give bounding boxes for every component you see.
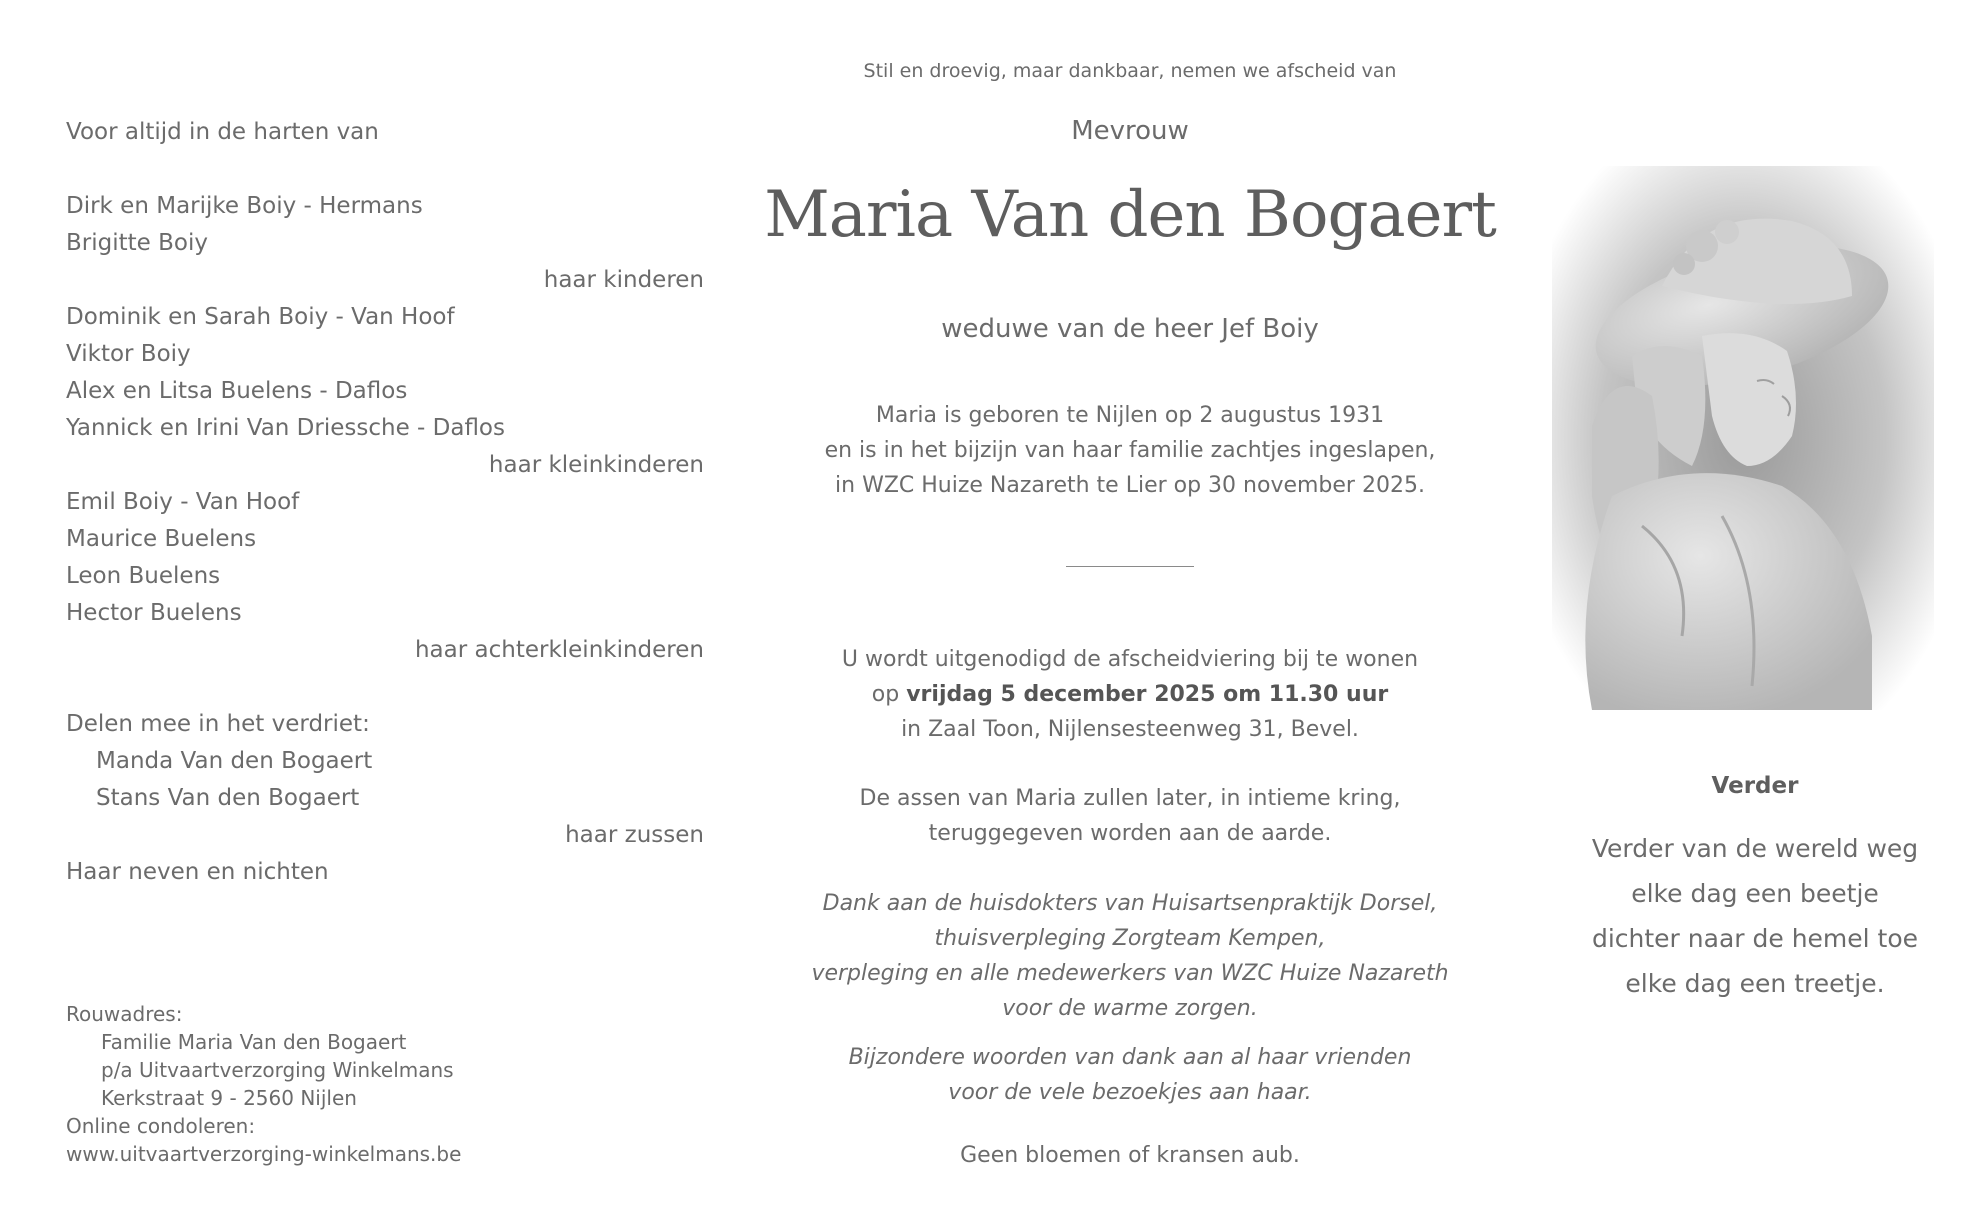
honorific: Mevrouw <box>1071 116 1189 146</box>
family-member: Manda Van den Bogaert <box>96 748 373 774</box>
statue-photo <box>1552 166 1934 710</box>
invite-line: U wordt uitgenodigd de afscheidviering bij te wonen <box>841 647 1419 672</box>
family-member: Stans Van den Bogaert <box>96 785 360 811</box>
family-member: Emil Boiy - Van Hoof <box>66 489 300 515</box>
ashes-line: De assen van Maria zullen later, in intieme kring, <box>859 786 1401 811</box>
thanks-line: Bijzondere woorden van dank aan al haar vrienden <box>848 1045 1412 1070</box>
widow-text: weduwe van de heer Jef Boiy <box>941 314 1319 344</box>
invitation <box>760 642 1500 747</box>
ashes-text <box>760 781 1500 851</box>
relation-label: haar kinderen <box>543 267 704 293</box>
address-line: Familie Maria Van den Bogaert <box>101 1030 407 1054</box>
family-member: Hector Buelens <box>66 600 242 626</box>
deceased-name: Maria Van den Bogaert <box>764 178 1496 252</box>
service-datetime: vrijdag 5 december 2025 om 11.30 uur <box>906 682 1389 707</box>
relation-label: haar kleinkinderen <box>488 452 704 478</box>
share-heading: Delen mee in het verdriet: <box>66 711 370 737</box>
address-line: p/a Uitvaartverzorging Winkelmans <box>101 1058 454 1082</box>
bio-line: in WZC Huize Nazareth te Lier op 30 november 2025. <box>835 473 1425 498</box>
divider <box>1066 566 1194 567</box>
address-label: Rouwadres: <box>66 1002 183 1026</box>
relation-label: haar achterkleinkinderen <box>414 637 704 663</box>
address-line: Kerkstraat 9 - 2560 Nijlen <box>101 1086 357 1110</box>
family-member: Haar neven en nichten <box>66 859 329 885</box>
family-member: Leon Buelens <box>66 563 221 589</box>
bio-line: Maria is geboren te Nijlen op 2 augustus 1931 <box>875 403 1385 428</box>
family-member: Brigitte Boiy <box>66 230 208 256</box>
poem-line: Verder van de wereld weg <box>1591 834 1919 863</box>
family-member: Dirk en Marijke Boiy - Hermans <box>66 193 423 219</box>
mourning-address <box>66 1000 461 1168</box>
special-thanks <box>760 1040 1500 1110</box>
intro-text: Stil en droevig, maar dankbaar, nemen we afscheid van <box>863 60 1397 82</box>
family-heading: Voor altijd in de harten van <box>66 119 379 145</box>
invite-line: op vrijdag 5 december 2025 om 11.30 uur <box>871 682 1389 707</box>
invite-line: in Zaal Toon, Nijlensesteenweg 31, Bevel. <box>901 717 1359 742</box>
family-member: Maurice Buelens <box>66 526 257 552</box>
no-flowers-note: Geen bloemen of kransen aub. <box>960 1143 1300 1168</box>
poem-title: Verder <box>1711 773 1799 799</box>
poem-line: elke dag een treetje. <box>1625 969 1885 998</box>
ashes-line: teruggegeven worden aan de aarde. <box>928 821 1332 846</box>
thanks-line: verpleging en alle medewerkers van WZC Huize Nazareth <box>811 961 1449 986</box>
family-member: Yannick en Irini Van Driessche - Daflos <box>66 415 505 441</box>
thanks-line: voor de warme zorgen. <box>1002 996 1258 1021</box>
bio-line: en is in het bijzijn van haar familie zachtjes ingeslapen, <box>824 438 1436 463</box>
poem-line: elke dag een beetje <box>1631 879 1879 908</box>
thanks-line: thuisverpleging Zorgteam Kempen, <box>934 926 1326 951</box>
biography <box>760 398 1500 503</box>
online-label: Online condoleren: <box>66 1114 256 1138</box>
website-link[interactable]: www.uitvaartverzorging-winkelmans.be <box>66 1142 462 1166</box>
family-member: Viktor Boiy <box>66 341 191 367</box>
thanks-line: Dank aan de huisdokters van Huisartsenpraktijk Dorsel, <box>822 891 1438 916</box>
poem-line: dichter naar de hemel toe <box>1591 924 1919 953</box>
thanks-text <box>760 886 1500 1026</box>
family-member: Alex en Litsa Buelens - Daflos <box>66 378 408 404</box>
family-list <box>66 114 704 891</box>
family-member: Dominik en Sarah Boiy - Van Hoof <box>66 304 455 330</box>
thanks-line: voor de vele bezoekjes aan haar. <box>948 1080 1312 1105</box>
relation-label: haar zussen <box>565 822 704 848</box>
poem <box>1560 826 1950 1006</box>
